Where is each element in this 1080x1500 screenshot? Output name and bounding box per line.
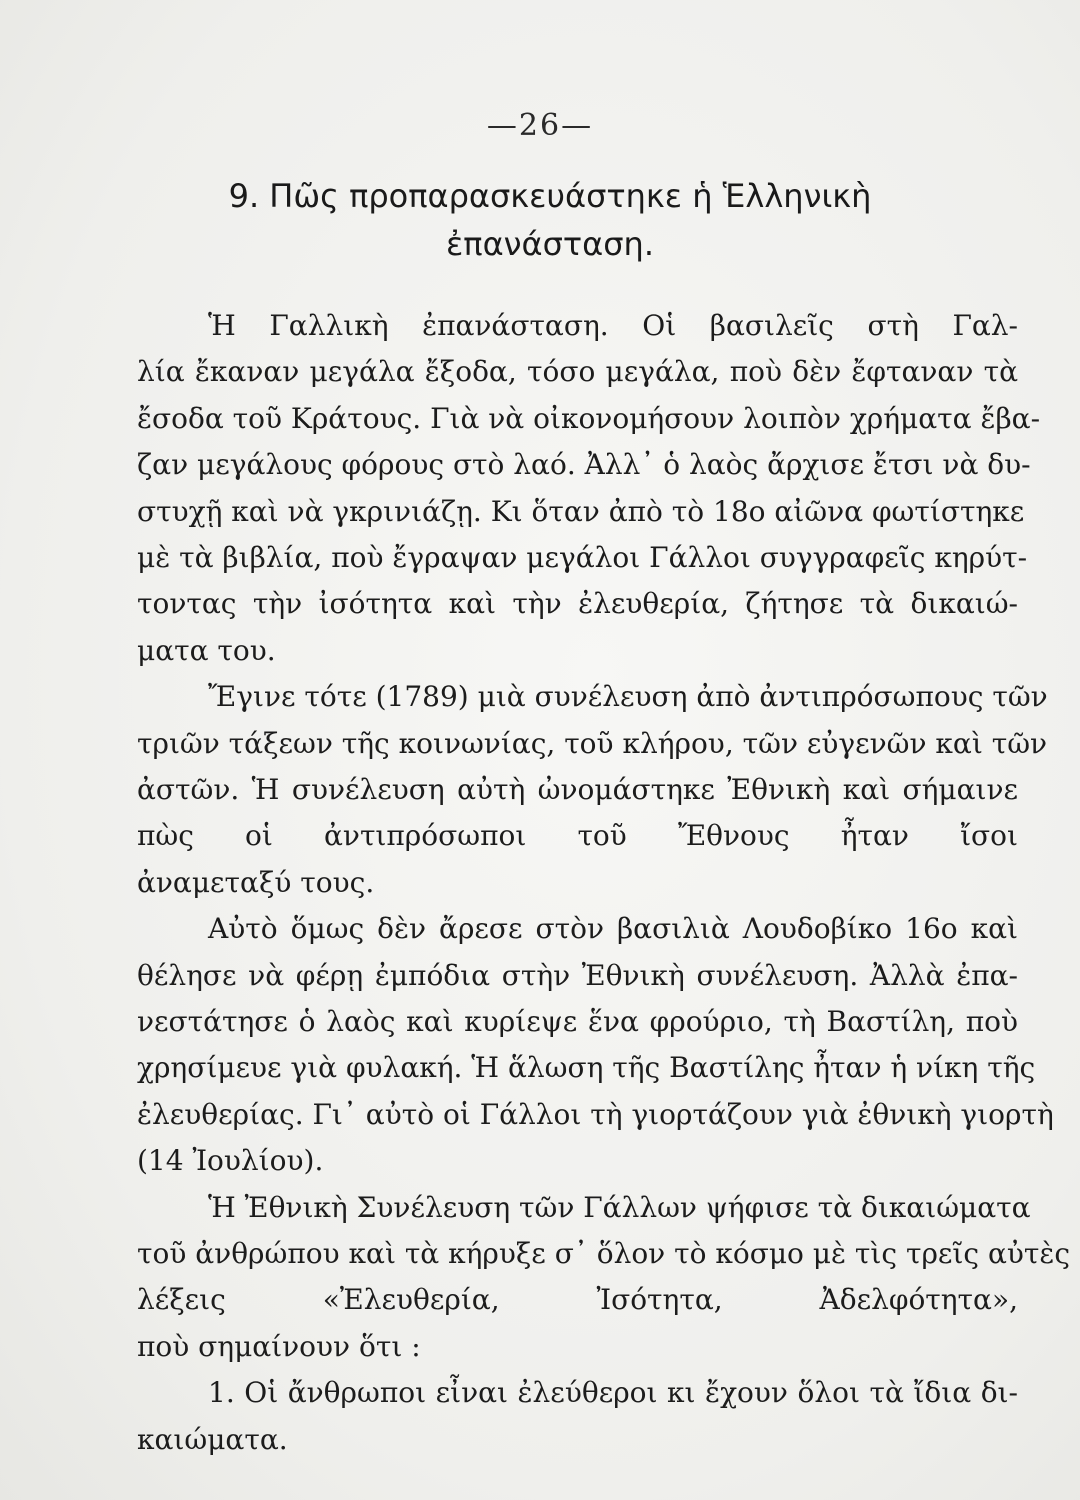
text-line: τοῦ ἀνθρώπου καὶ τὰ κήρυξε σ᾽ ὅλον τὸ κόσμο μὲ τὶς τρεῖς αὐτὲς <box>137 1237 1071 1270</box>
text-line: στυχῇ καὶ νὰ γκρινιάζῃ. Κι ὅταν ἀπὸ τὸ 18ο αἰῶνα φωτίστηκε <box>137 495 1025 528</box>
text-line: χρησίμευε γιὰ φυλακή. Ἡ ἅλωση τῆς Βαστίλης ἦταν ἡ νίκη τῆς <box>137 1051 1036 1084</box>
text-line: ζαν μεγάλους φόρους στὸ λαό. Ἀλλ᾽ ὁ λαὸς ἄρχισε ἔτσι νὰ δυ- <box>137 448 1031 481</box>
text-line: (14 Ἰουλίου). <box>137 1144 324 1177</box>
text-line: μὲ τὰ βιβλία, ποὺ ἔγραψαν μεγάλοι Γάλλοι συγγραφεῖς κηρύτ- <box>137 541 1028 574</box>
page-number: —26— <box>486 108 594 143</box>
list-item: καιώματα. <box>137 1423 288 1456</box>
text-line: νεστάτησε ὁ λαὸς καὶ κυρίεψε ἕνα φρούριο, τὴ Βαστίλη, ποὺ <box>137 1005 1018 1038</box>
text-line: τριῶν τάξεων τῆς κοινωνίας, τοῦ κλήρου, τῶν εὐγενῶν καὶ τῶν <box>137 727 1048 760</box>
text-line: ἐλευθερίας. Γι᾽ αὐτὸ οἱ Γάλλοι τὴ γιορτάζουν γιὰ ἐθνικὴ γιορτὴ <box>137 1098 1054 1131</box>
text-line: ματα του. <box>137 634 276 667</box>
section-heading-line: ἐπανάσταση. <box>446 225 654 263</box>
section-heading <box>150 172 950 268</box>
text-line: τοντας τὴν ἰσότητα καὶ τὴν ἐλευθερία, ζήτησε τὰ δικαιώ- <box>137 587 1018 620</box>
text-line: πὼς οἱ ἀντιπρόσωποι τοῦ Ἔθνους ἦταν ἴσοι <box>137 819 1018 852</box>
text-line: ἀστῶν. Ἡ συνέλευση αὐτὴ ὠνομάστηκε Ἐθνικὴ καὶ σήμαινε <box>137 773 1018 806</box>
text-line: Ἔγινε τότε (1789) μιὰ συνέλευση ἀπὸ ἀντιπρόσωπους τῶν <box>208 680 1048 713</box>
text-line: λία ἔκαναν μεγάλα ἔξοδα, τόσο μεγάλα, ποὺ δὲν ἔφταναν τὰ <box>137 355 1018 388</box>
text-line: Ἡ Ἐθνικὴ Συνέλευση τῶν Γάλλων ψήφισε τὰ δικαιώματα <box>208 1191 1031 1224</box>
text-line: λέξεις «Ἐλευθερία, Ἰσότητα, Ἀδελφότητα», <box>137 1283 1018 1316</box>
text-line: ποὺ σημαίνουν ὅτι : <box>137 1330 421 1363</box>
section-heading-line: 9. Πῶς προπαρασκευάστηκε ἡ Ἑλληνικὴ <box>228 177 872 215</box>
text-line: ἀναμεταξύ τους. <box>137 866 375 899</box>
text-line: Αὐτὸ ὅμως δὲν ἄρεσε στὸν βασιλιὰ Λουδοβίκο 16ο καὶ <box>208 912 1018 945</box>
text-line: θέλησε νὰ φέρῃ ἐμπόδια στὴν Ἐθνικὴ συνέλευση. Ἀλλὰ ἐπα- <box>137 959 1018 992</box>
text-line: ἔσοδα τοῦ Κράτους. Γιὰ νὰ οἰκονομήσουν λοιπὸν χρήματα ἔβα- <box>137 402 1041 435</box>
list-item: 1. Οἱ ἄνθρωποι εἶναι ἐλεύθεροι κι ἔχουν ὅλοι τὰ ἴδια δι- <box>208 1376 1018 1409</box>
text-line: Ἡ Γαλλικὴ ἐπανάσταση. Οἱ βασιλεῖς στὴ Γαλ- <box>208 309 1018 342</box>
